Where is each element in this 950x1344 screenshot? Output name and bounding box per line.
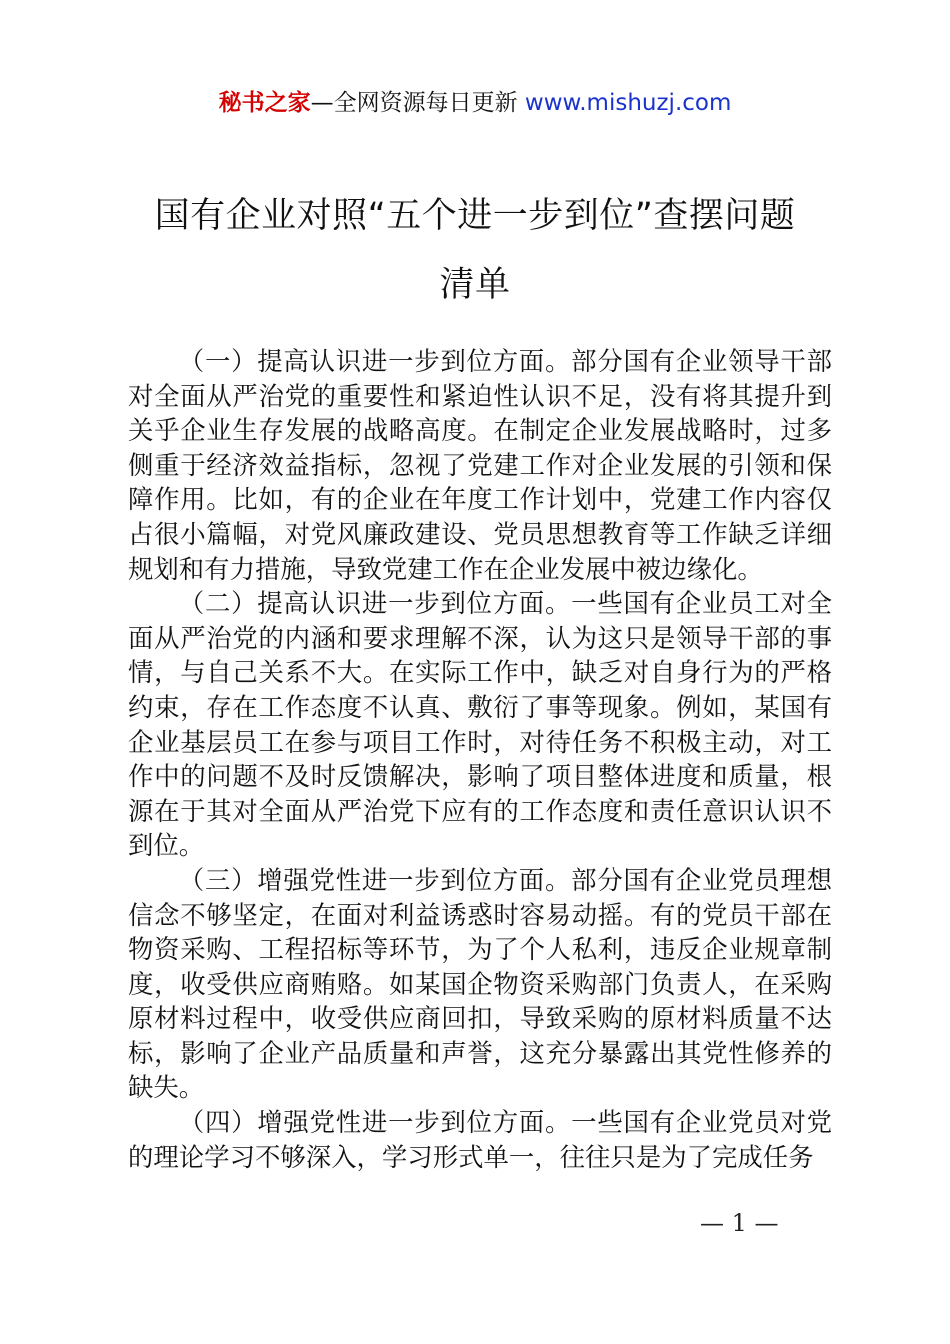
- document-title: [120, 182, 830, 320]
- document-body: [128, 344, 832, 1174]
- paragraph-4: （四）增强党性进一步到位方面。一些国有企业党员对党的理论学习不够深入，学习形式单一，往往只是为了完成任务: [128, 1107, 832, 1172]
- page-number: — 1 —: [700, 1209, 779, 1237]
- site-url-link[interactable]: www.mishuzj.com: [517, 90, 732, 116]
- site-header: [0, 86, 950, 120]
- document-title-line-2: 清单: [439, 265, 511, 305]
- site-tagline: —全网资源每日更新: [310, 90, 518, 116]
- site-brand: 秘书之家: [218, 90, 311, 116]
- paragraph-1: （一）提高认识进一步到位方面。部分国有企业领导干部对全面从严治党的重要性和紧迫性认识不足，没有将其提升到关乎企业生存发展的战略高度。在制定企业发展战略时，过多侧重于经济效益指标，忽视了党建工作对企业发展的引领和保障作用。比如，有的企业在年度工作计划中，党建工作内容仅占很小篇幅，对党风廉政建设、党员思想教育等工作缺乏详细规划和有力措施，导致党建工作在企业发展中被边缘化。: [128, 346, 832, 584]
- paragraph-3: （三）增强党性进一步到位方面。部分国有企业党员理想信念不够坚定，在面对利益诱惑时容易动摇。有的党员干部在物资采购、工程招标等环节，为了个人私利，违反企业规章制度，收受供应商贿赂。如某国企物资采购部门负责人，在采购原材料过程中，收受供应商回扣，导致采购的原材料质量不达标，影响了企业产品质量和声誉，这充分暴露出其党性修养的缺失。: [128, 864, 832, 1103]
- document-title-line-1: 国有企业对照“五个进一步到位”查摆问题: [154, 196, 796, 236]
- paragraph-2: （二）提高认识进一步到位方面。一些国有企业员工对全面从严治党的内涵和要求理解不深，认为这只是领导干部的事情，与自己关系不大。在实际工作中，缺乏对自身行为的严格约束，存在工作态度不认真、敷衍了事等现象。例如，某国有企业基层员工在参与项目工作时，对待任务不积极主动，对工作中的问题不及时反馈解决，影响了项目整体进度和质量，根源在于其对全面从严治党下应有的工作态度和责任意识认识不到位。: [128, 588, 832, 861]
